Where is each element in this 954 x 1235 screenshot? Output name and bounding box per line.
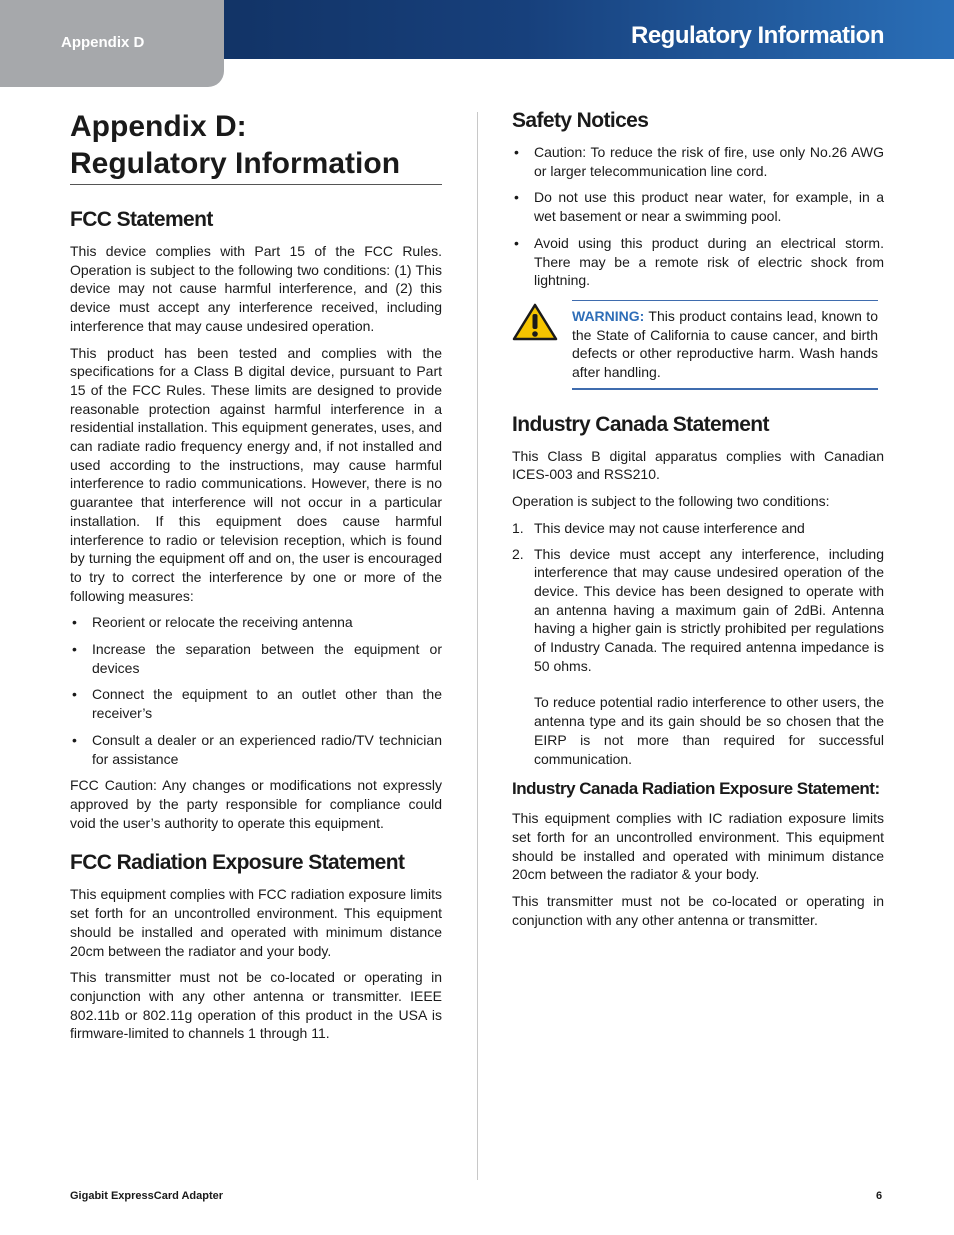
industry-canada-paragraph-1: This Class B digital apparatus complies with Canadian ICES-003 and RSS210.: [512, 447, 884, 483]
list-item: • Connect the equipment to an outlet other than the receiver’s: [70, 685, 442, 722]
list-text: This device must accept any interference, including interference that may cause undesired operation of the device. This device has been designed to operate with an antenna having a maximum gain of 2dBi. Antenna having a higher gain is strictly prohibited per regulations of Industry Canada. The required antenna impedance is 50 ohms.: [534, 545, 884, 674]
warning-text: [572, 307, 878, 382]
industry-canada-radiation-paragraph-1: This equipment complies with IC radiation exposure limits set forth for an uncontrolled environment. This equipment should be installed and operated with minimum distance 20cm between the radiator & your body.: [512, 810, 884, 883]
footer-page-number: 6: [876, 1190, 883, 1202]
list-item: • Consult a dealer or an experienced radio/TV technician for assistance: [70, 731, 442, 768]
list-text: This device may not cause interference and: [534, 519, 805, 536]
list-item: • Increase the separation between the equipment or devices: [70, 640, 442, 677]
warning-body: This product contains lead, known to the State of California to cause cancer, and birth defects or other reproductive harm. Wash hands after handling.: [572, 307, 878, 381]
industry-canada-conditions: [512, 519, 884, 768]
safety-notices-heading: Safety Notices: [512, 109, 649, 132]
industry-canada-paragraph-2: Operation is subject to the following two conditions:: [512, 493, 830, 510]
list-number: 2.: [512, 545, 524, 562]
fcc-statement-heading: FCC Statement: [70, 208, 213, 231]
left-column: [70, 108, 442, 1051]
fcc-paragraph-2: This product has been tested and complies with the specifications for a Class B digital device, pursuant to Part 15 of the FCC Rules. These limits are designed to provide reasonable protection against harmful interference in a residential installation. This equipment generates, uses, and can radiate radio frequency energy and, if not installed and used according to the instructions, may cause harmful interference to radio communications. However, there is no guarantee that interference will not occur in a particular installation. If this equipment does cause harmful interference to radio or television reception, which is found by turning the equipment off and on, the user is encouraged to try to correct the interference by one or more of the following measures:: [70, 344, 442, 604]
list-item: [512, 545, 884, 769]
list-item: • Caution: To reduce the risk of fire, use only No.26 AWG or larger telecommunication line cord.: [512, 143, 884, 180]
fcc-paragraph-1: This device complies with Part 15 of the FCC Rules. Operation is subject to the following two conditions: (1) This device may not cause harmful interference, and (2) this device must accept any interference received, including interference that may cause undesired operation.: [70, 243, 442, 334]
list-text-continued: To reduce potential radio interference to other users, the antenna type and its gain should be so chosen that the EIRP is not more than required for successful communication.: [534, 694, 884, 767]
industry-canada-heading: Industry Canada Statement: [512, 412, 769, 436]
footer-product-name: Gigabit ExpressCard Adapter: [70, 1190, 224, 1202]
chapter-tab-label: Appendix D: [61, 34, 145, 51]
fcc-radiation-paragraph-1: This equipment complies with FCC radiation exposure limits set forth for an uncontrolled environment. This equipment should be installed and operated with minimum distance 20cm between the radiator and your body.: [70, 886, 442, 959]
fcc-radiation-heading: FCC Radiation Exposure Statement: [70, 851, 405, 875]
warning-box: [572, 300, 878, 390]
list-item: • Do not use this product near water, for example, in a wet basement or near a swimming pool.: [512, 188, 884, 225]
list-item: [512, 519, 884, 538]
page-title-line1: Appendix D:: [70, 110, 247, 143]
fcc-measures-list: [70, 613, 442, 768]
page-title-line2: Regulatory Information: [70, 147, 401, 180]
warning-triangle-icon: [512, 303, 558, 341]
list-item: • Reorient or relocate the receiving antenna: [70, 613, 442, 632]
fcc-caution: FCC Caution: Any changes or modifications not expressly approved by the party responsible for compliance could void the user’s authority to operate this equipment.: [70, 777, 442, 831]
industry-canada-radiation-heading: Industry Canada Radiation Exposure Statement:: [512, 779, 880, 799]
chapter-tab: [0, 0, 224, 87]
safety-notices-list: [512, 143, 884, 290]
section-title: Regulatory Information: [630, 22, 884, 49]
list-number: 1.: [512, 519, 524, 536]
page-title: [70, 108, 442, 185]
warning-label: WARNING:: [572, 307, 645, 324]
list-item: • Avoid using this product during an electrical storm. There may be a remote risk of electric shock from lightning.: [512, 234, 884, 290]
right-column: [512, 108, 884, 938]
fcc-radiation-paragraph-2: This transmitter must not be co-located or operating in conjunction with any other antenna or transmitter. IEEE 802.11b or 802.11g operation of this product in the USA is firmware-limited to channels 1 through 11.: [70, 969, 442, 1042]
industry-canada-radiation-paragraph-2: This transmitter must not be co-located or operating in conjunction with any other antenna or transmitter.: [512, 893, 884, 928]
column-divider: [477, 112, 478, 1180]
